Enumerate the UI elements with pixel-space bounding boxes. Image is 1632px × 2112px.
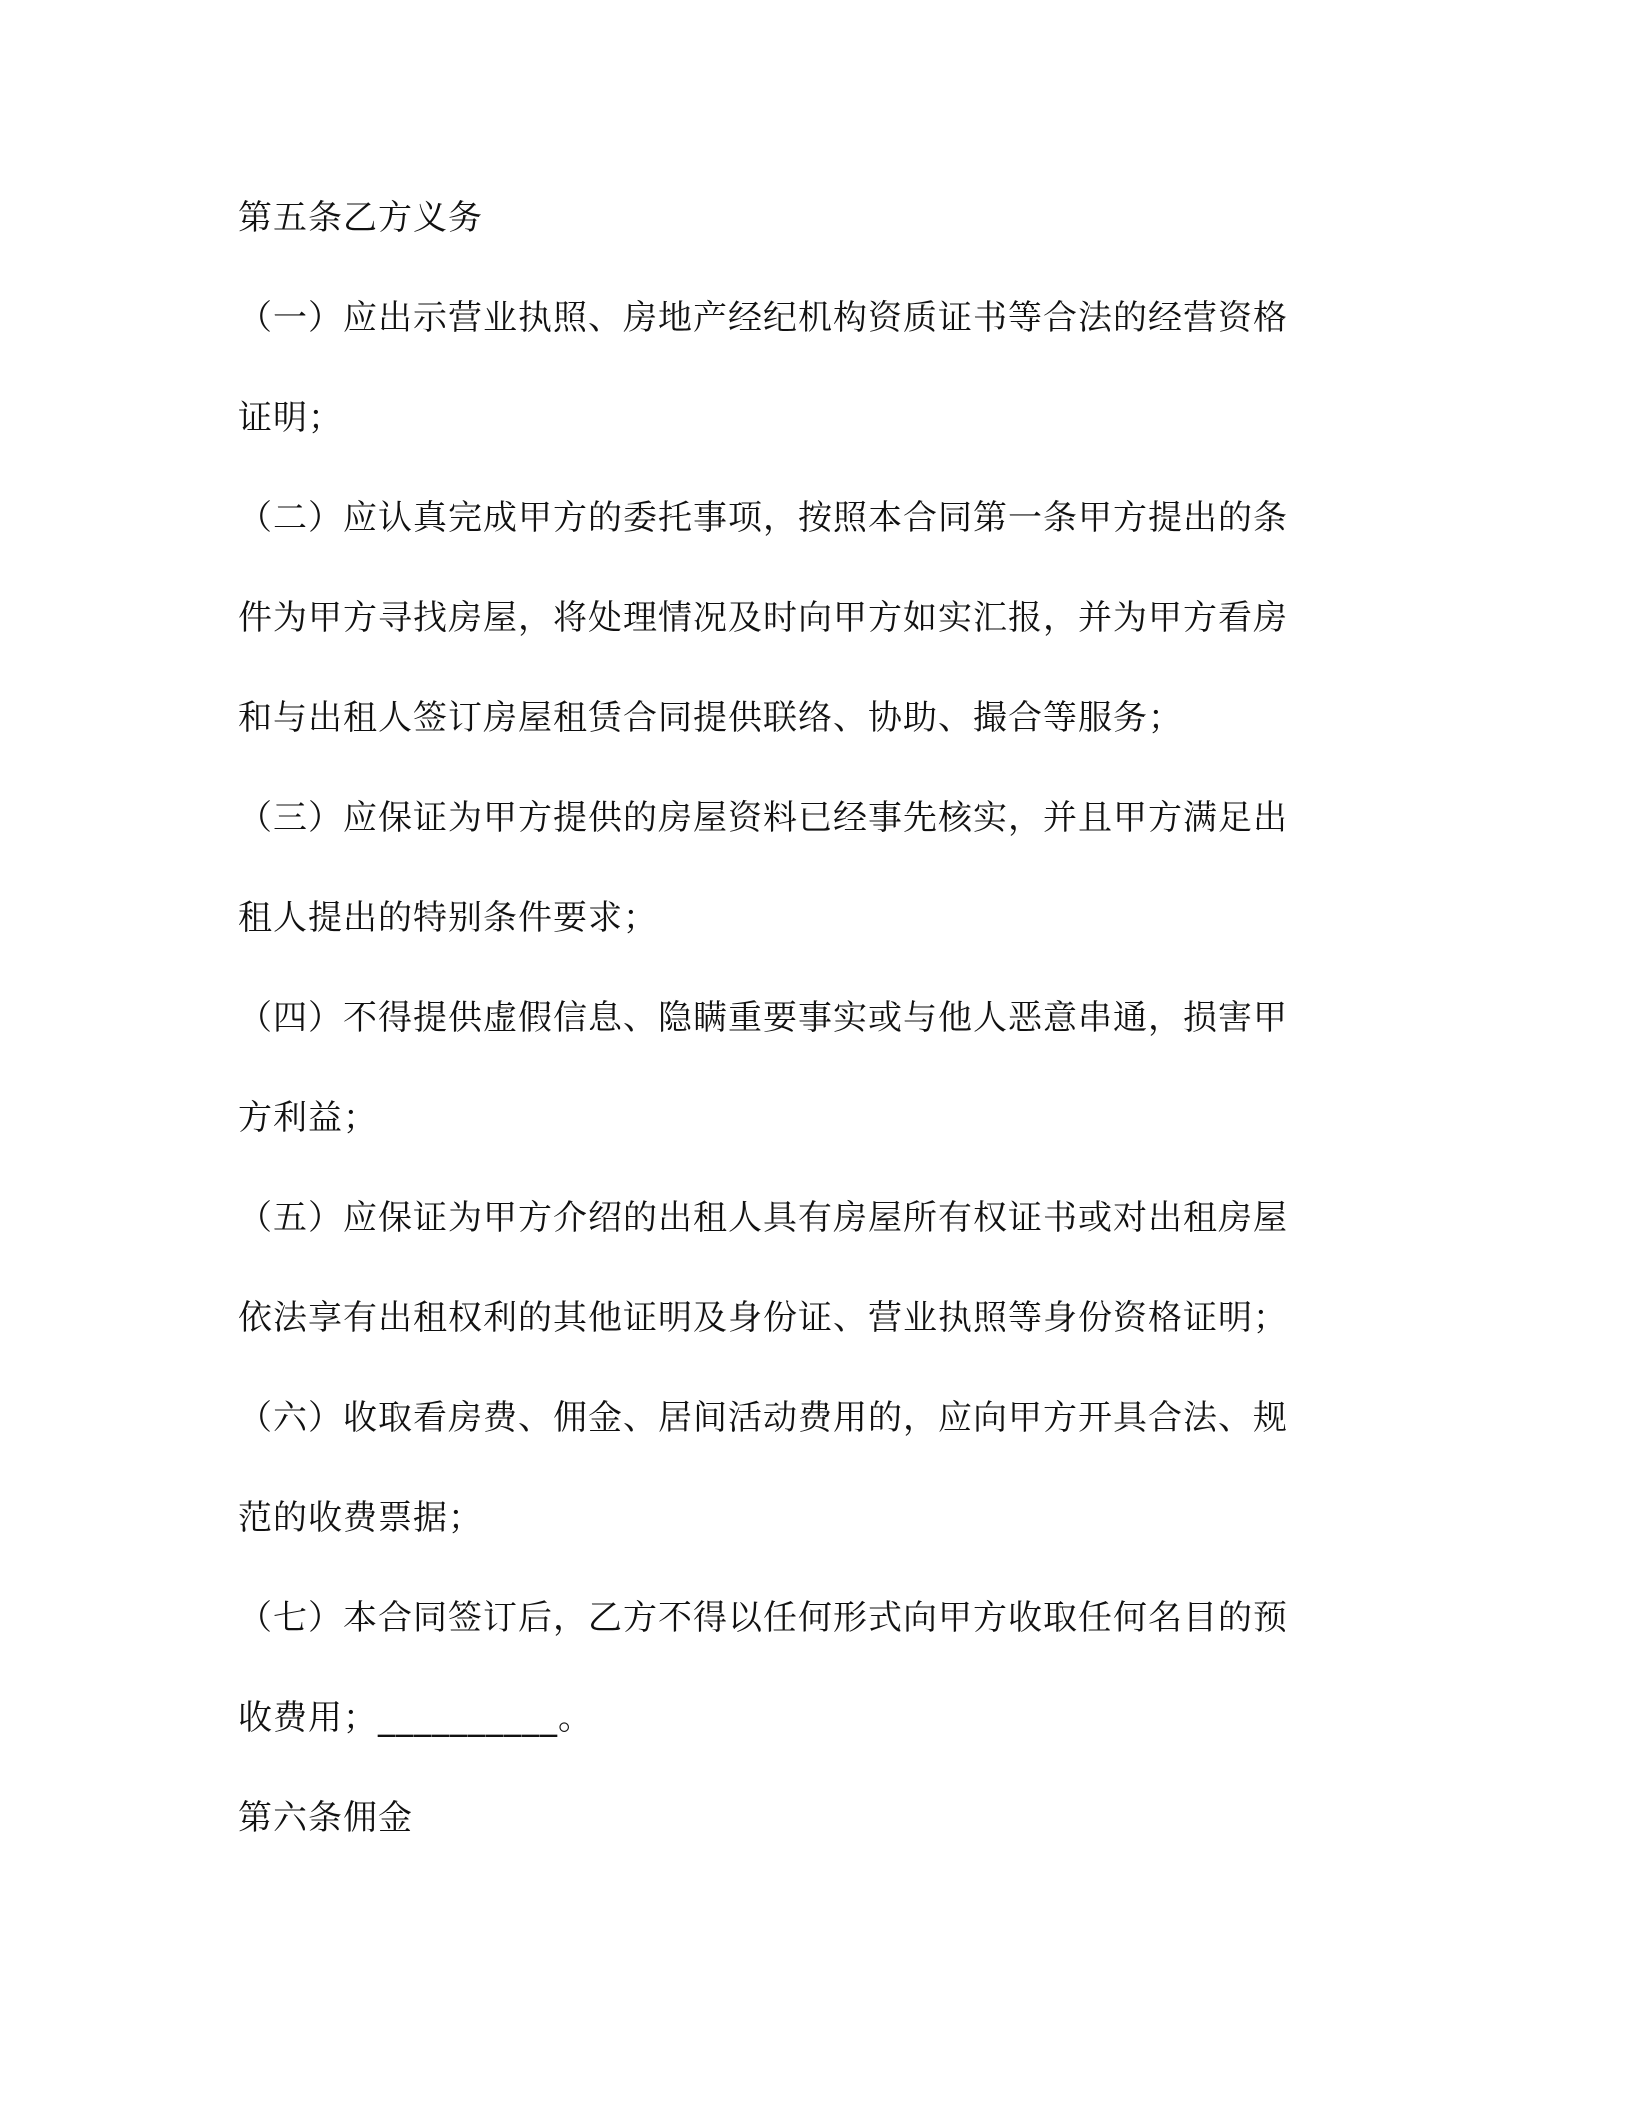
clause-line: 租人提出的特别条件要求； (238, 898, 658, 938)
clause-line: （四）不得提供虚假信息、隐瞒重要事实或与他人恶意串通，损害甲 (238, 998, 1288, 1038)
clause-line: （一）应出示营业执照、房地产经纪机构资质证书等合法的经营资格 (238, 298, 1288, 338)
article-heading: 第六条佣金 (238, 1798, 413, 1838)
clause-line: 依法享有出租权利的其他证明及身份证、营业执照等身份资格证明； (238, 1298, 1288, 1338)
clause-line: 方利益； (238, 1098, 378, 1138)
clause-line: （三）应保证为甲方提供的房屋资料已经事先核实，并且甲方满足出 (238, 798, 1288, 838)
clause-line: （六）收取看房费、佣金、居间活动费用的，应向甲方开具合法、规 (238, 1398, 1288, 1438)
clause-line: （七）本合同签订后，乙方不得以任何形式向甲方收取任何名目的预 (238, 1598, 1288, 1638)
clause-line: 和与出租人签订房屋租赁合同提供联络、协助、撮合等服务； (238, 698, 1183, 738)
article-heading: 第五条乙方义务 (238, 198, 483, 238)
clause-line: 件为甲方寻找房屋，将处理情况及时向甲方如实汇报，并为甲方看房 (238, 598, 1288, 638)
clause-line: 范的收费票据； (238, 1498, 483, 1538)
clause-line: （二）应认真完成甲方的委托事项，按照本合同第一条甲方提出的条 (238, 498, 1288, 538)
clause-line: （五）应保证为甲方介绍的出租人具有房屋所有权证书或对出租房屋 (238, 1198, 1288, 1238)
clause-line-blank-field: 收费用；__________。 (238, 1698, 593, 1738)
clause-line: 证明； (238, 398, 343, 438)
